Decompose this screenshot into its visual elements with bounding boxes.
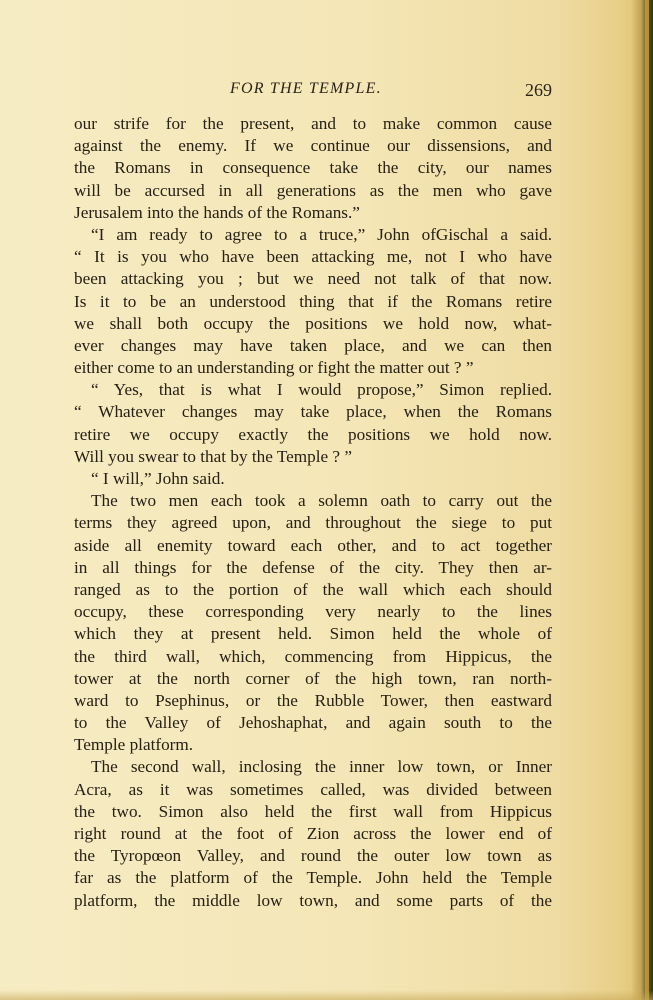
text-line: retire we occupy exactly the positions we hold now. <box>74 424 552 444</box>
running-title: FOR THE TEMPLE. <box>230 80 382 97</box>
text-line: Temple platform. <box>74 735 194 755</box>
text-line: occupy, these corresponding very nearly to the lines <box>74 602 552 622</box>
text-line: either come to an understanding or fight the matter out ? ” <box>74 358 474 378</box>
text-line: platform, the middle low town, and some parts of the <box>74 890 552 910</box>
text-line: will be accursed in all generations as the men who gave <box>74 180 552 200</box>
text-line: right round at the foot of Zion across the lower end of <box>74 824 552 843</box>
text-line: we shall both occupy the positions we hold now, what- <box>74 313 552 333</box>
text-line: Is it to be an understood thing that if the Romans retire <box>74 291 552 311</box>
text-line: the third wall, which, commencing from Hippicus, the <box>74 646 552 666</box>
text-line: the Romans in consequence take the city, our names <box>74 158 552 178</box>
text-line: The two men each took a solemn oath to carry out the <box>91 491 552 511</box>
running-head <box>74 78 552 104</box>
text-line: Jerusalem into the hands of the Romans.” <box>74 202 360 222</box>
text-line: which they at present held. Simon held the whole of <box>74 624 552 644</box>
text-line: the Tyropœon Valley, and round the outer low town as <box>74 846 552 866</box>
page-number: 269 <box>525 80 552 100</box>
body-text <box>74 113 552 912</box>
text-line: terms they agreed upon, and throughout the siege to put <box>74 513 552 533</box>
page-edge-shadow <box>631 0 653 1000</box>
text-line: Acra, as it was sometimes called, was divided between <box>74 779 552 799</box>
text-line: far as the platform of the Temple. John held the Temple <box>74 868 552 888</box>
text-line: against the enemy. If we continue our dissensions, and <box>74 136 552 156</box>
text-line: The second wall, inclosing the inner low town, or Inner <box>91 757 552 777</box>
text-line: Will you swear to that by the Temple ? ” <box>74 446 352 466</box>
text-line: to the Valley of Jehoshaphat, and again south to the <box>74 713 552 733</box>
text-line: our strife for the present, and to make common cause <box>74 114 552 133</box>
text-line: ever changes may have taken place, and we can then <box>74 335 552 355</box>
text-line: been attacking you ; but we need not talk of that now. <box>74 269 552 289</box>
text-line: “ Whatever changes may take place, when the Romans <box>74 402 552 422</box>
text-line: in all things for the defense of the city. They then ar- <box>74 557 552 577</box>
text-line: “ It is you who have been attacking me, not I who have <box>74 247 552 267</box>
text-line: “ Yes, that is what I would propose,” Simon replied. <box>91 380 552 400</box>
text-line: “I am ready to agree to a truce,” John ofGischal a said. <box>91 224 552 244</box>
text-line: aside all enemity toward each other, and to act together <box>74 535 552 555</box>
text-line: tower at the north corner of the high town, ran north- <box>74 668 552 688</box>
text-line: ward to Psephinus, or the Rubble Tower, then eastward <box>74 690 552 710</box>
text-line: the two. Simon also held the first wall from Hippicus <box>74 801 552 821</box>
text-line: “ I will,” John said. <box>91 469 225 488</box>
gilt-page-edge <box>645 0 649 1000</box>
bottom-page-edge <box>0 990 653 1000</box>
text-line: ranged as to the portion of the wall which each should <box>74 579 552 599</box>
